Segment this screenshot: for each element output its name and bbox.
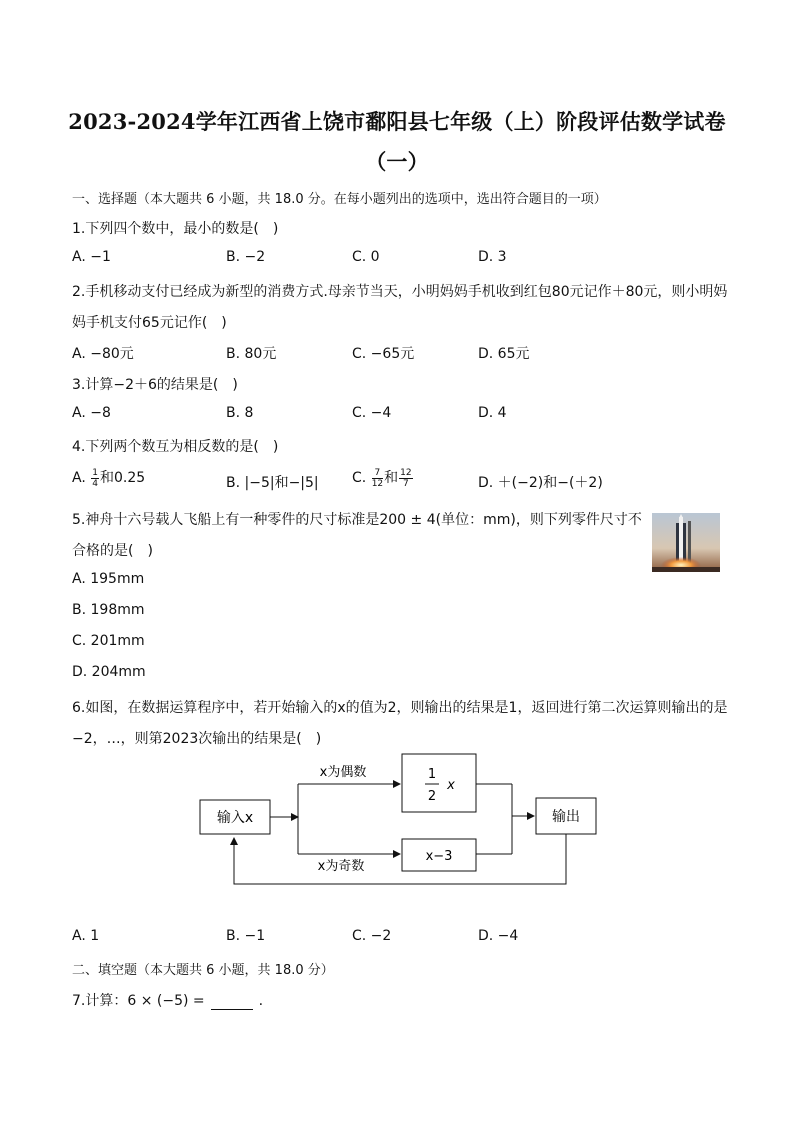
- question-4: 4.下列两个数互为相反数的是( ): [72, 439, 279, 455]
- q6-option-d: D. −4: [478, 928, 519, 944]
- half-x-box: [402, 754, 476, 812]
- input-box-label: 输入x: [216, 810, 254, 826]
- q2-option-a: A. −80元: [72, 346, 134, 362]
- q6-option-b: B. −1: [226, 928, 266, 944]
- question-6-line1: 6.如图，在数据运算程序中，若开始输入的x的值为2，则输出的结果是1，返回进行第二次运算则输出的是: [72, 700, 728, 716]
- rocket-launch-photo: [652, 513, 720, 572]
- q6-option-a: A. 1: [72, 928, 100, 944]
- section-choice-heading: 一、选择题（本大题共 6 小题，共 18.0 分。在每小题列出的选项中，选出符合题目的一项）: [72, 192, 607, 207]
- q4-option-a-prefix: A.: [72, 470, 86, 486]
- q1-option-c: C. 0: [352, 249, 380, 265]
- q3-option-d: D. 4: [478, 405, 507, 421]
- fraction-numerator: 1: [92, 467, 98, 478]
- q5-option-a: A. 195mm: [72, 571, 145, 587]
- half-variable: x: [447, 778, 455, 793]
- question-7-text: 7.计算：6 × (−5) =: [72, 993, 205, 1009]
- q1-option-a: A. −1: [72, 249, 111, 265]
- exam-title-part: （一）: [365, 149, 429, 174]
- minus-three-label: x−3: [425, 849, 453, 864]
- q4-fraction-7-12: [372, 468, 383, 489]
- q1-option-b: B. −2: [226, 249, 266, 265]
- even-condition-label: x为偶数: [319, 765, 367, 780]
- rocket-launch-illustration: [652, 513, 720, 572]
- q4-fraction-quarter: [91, 468, 99, 489]
- answer-blank: [211, 995, 253, 1010]
- q4-option-b: B. |−5|和−|5|: [226, 475, 319, 491]
- loop-back-arrow: [234, 834, 566, 884]
- exam-title: 2023-2024学年江西省上饶市鄱阳县七年级（上）阶段评估数学试卷: [68, 109, 726, 134]
- section-fill-heading: 二、填空题（本大题共 6 小题，共 18.0 分）: [72, 963, 334, 978]
- q4-option-c-prefix: C.: [352, 470, 367, 486]
- q4-option-a-suffix: 和0.25: [99, 470, 146, 486]
- fraction-denominator: 4: [92, 478, 98, 489]
- q4-fraction-12-7: [399, 468, 412, 489]
- question-5-line2: 合格的是( ): [72, 543, 153, 559]
- question-7-period: .: [258, 993, 264, 1009]
- q2-option-b: B. 80元: [226, 346, 277, 362]
- q4-option-c: [352, 467, 414, 489]
- odd-condition-label: x为奇数: [317, 859, 365, 874]
- half-numerator: 1: [427, 767, 437, 782]
- q5-option-c: C. 201mm: [72, 633, 145, 649]
- question-5-line1: 5.神舟十六号载人飞船上有一种零件的尺寸标准是200 ± 4(单位：mm)，则下列零件尺寸不: [72, 512, 642, 528]
- question-1: 1.下列四个数中，最小的数是( ): [72, 221, 279, 237]
- q2-option-c: C. −65元: [352, 346, 415, 362]
- q4-option-d: D. ＋(−2)和−(＋2): [478, 475, 603, 491]
- fraction-denominator: 12: [371, 478, 384, 489]
- question-3: 3.计算−2＋6的结果是( ): [72, 377, 238, 393]
- output-box-label: 输出: [552, 809, 580, 825]
- fraction-numerator: 7: [372, 468, 383, 479]
- fraction-numerator: 12: [400, 467, 412, 478]
- q5-option-b: B. 198mm: [72, 602, 145, 618]
- q5-option-d: D. 204mm: [72, 664, 146, 680]
- question-7: [72, 990, 263, 1010]
- q3-option-b: B. 8: [226, 405, 254, 421]
- q3-option-a: A. −8: [72, 405, 111, 421]
- q4-option-c-mid: 和: [384, 470, 399, 486]
- q2-option-d: D. 65元: [478, 346, 530, 362]
- half-denominator: 2: [427, 789, 437, 804]
- question-6-line2: −2，…，则第2023次输出的结果是( ): [72, 731, 322, 747]
- q1-option-d: D. 3: [478, 249, 507, 265]
- q6-option-c: C. −2: [352, 928, 392, 944]
- question-2-line1: 2.手机移动支付已经成为新型的消费方式.母亲节当天，小明妈妈手机收到红包80元记作＋80元，则小明妈: [72, 284, 728, 300]
- computation-flowchart: [198, 752, 598, 892]
- q4-option-a: [72, 467, 145, 489]
- fraction-denominator: 7: [403, 478, 409, 489]
- question-2-line2: 妈手机支付65元记作( ): [72, 315, 227, 331]
- q3-option-c: C. −4: [352, 405, 392, 421]
